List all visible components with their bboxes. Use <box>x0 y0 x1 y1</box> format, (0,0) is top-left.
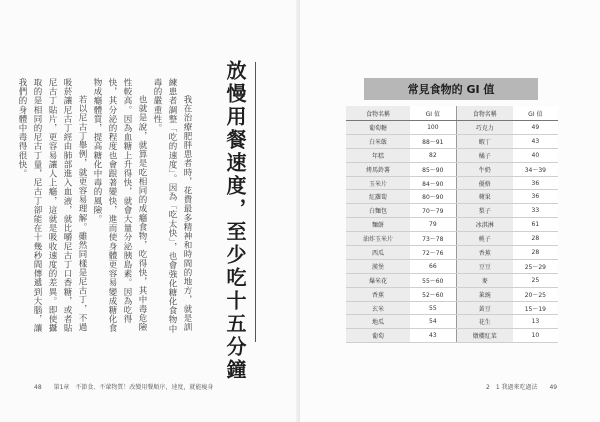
gi-value-cell: 55～60 <box>410 273 456 287</box>
food-name-cell: 橘子 <box>456 148 512 162</box>
food-name-cell: 萊豌 <box>456 287 512 301</box>
food-name-cell: 蘋果 <box>456 190 512 204</box>
gi-value-cell: 52～60 <box>410 287 456 301</box>
food-name-cell: 香蕉 <box>346 287 410 301</box>
gi-value-cell: 25～29 <box>513 259 558 273</box>
gi-value-cell: 82 <box>410 148 456 162</box>
food-name-cell: 桃子 <box>456 232 512 246</box>
table-row <box>346 273 558 287</box>
gi-value-cell: 43 <box>513 134 558 148</box>
food-name-cell: 白麵包 <box>346 204 410 218</box>
gi-value-cell: 66 <box>410 259 456 273</box>
gi-value-cell: 73～78 <box>410 232 456 246</box>
table-title: 常見食物的 GI 值 <box>364 78 538 100</box>
title-divider <box>255 62 256 342</box>
food-name-cell: 爆米花 <box>346 273 410 287</box>
food-name-cell: 地瓜 <box>346 315 410 329</box>
gi-value-cell: 54 <box>410 315 456 329</box>
paragraph-3: 若以尼古丁舉例，就更容易理解。雖然同樣是尼古丁，不過吸菸讓尼古丁經由肺部進入血液，就比嚼尼古丁口香糖，或者貼尼古丁貼片，更容易讓人上癮，這就是吸收速度的差異。即使攝取的是相同的尼古丁量，尼古丁卻能在十幾秒間傳遞到大腦，讓我們的身體中毒得很快。 <box>17 78 87 333</box>
table-row <box>346 259 558 273</box>
food-name-cell: 豆豆 <box>456 259 512 273</box>
gi-value-cell: 28 <box>513 246 558 260</box>
table-row <box>346 329 558 343</box>
food-name-cell: 牛奶 <box>456 162 512 176</box>
body-text <box>17 78 194 336</box>
food-name-cell: 烤馬鈴薯 <box>346 162 410 176</box>
food-name-cell: 白米飯 <box>346 134 410 148</box>
gi-value-cell: 36 <box>513 190 558 204</box>
right-footer <box>486 382 557 391</box>
table-row <box>346 232 558 246</box>
table-row <box>346 287 558 301</box>
table-row <box>346 246 558 260</box>
food-name-cell: 蝦丁 <box>456 134 512 148</box>
gi-value-cell: 10 <box>513 329 558 343</box>
food-name-cell: 年糕 <box>346 148 410 162</box>
food-name-cell: 葡萄 <box>346 329 410 343</box>
gi-value-cell: 100 <box>410 121 456 135</box>
table-row <box>346 121 558 135</box>
food-name-cell: 西瓜 <box>346 246 410 260</box>
food-name-cell: 油炸玉米片 <box>346 232 410 246</box>
table-row <box>346 148 558 162</box>
gi-value-cell: 40 <box>513 148 558 162</box>
gi-value-cell: 80～90 <box>410 190 456 204</box>
gi-value-cell: 70～79 <box>410 204 456 218</box>
food-name-cell: 花生 <box>456 315 512 329</box>
paragraph-1: 我在治療肥胖患者時，花費最多精神和時間的地方，就是訓練患者調整「吃的速度」。因為「吃太快」，也會強化糖化食物中毒的嚴重性。 <box>152 78 192 334</box>
table-row <box>346 134 558 148</box>
column-header: GI 值 <box>410 106 456 121</box>
gi-value-cell: 15～19 <box>513 301 558 315</box>
column-header: GI 值 <box>513 106 558 121</box>
table-header-row <box>346 106 558 121</box>
table-row <box>346 218 558 232</box>
food-name-cell: 麵餅 <box>346 218 410 232</box>
gi-value-cell: 72～76 <box>410 246 456 260</box>
table-row <box>346 301 558 315</box>
gi-value-cell: 79 <box>410 218 456 232</box>
gi-value-cell: 20～25 <box>513 287 558 301</box>
gi-value-cell: 43 <box>410 329 456 343</box>
gi-value-cell: 28 <box>513 232 558 246</box>
food-name-cell: 麥 <box>456 273 512 287</box>
food-name-cell: 冰淇淋 <box>456 218 512 232</box>
gi-value-cell: 25 <box>513 273 558 287</box>
paragraph-2: 也就是說，就算是吃相同的成癮食物，吃得快，其中毒危險性較高。因為血糖上升得快，就會大量分泌胰島素。因為吃得快，其分泌的程度也會跟著變快，進而使身體更容易變成糖化食物成癮體質，提高糖化中毒的風險。 <box>92 78 147 333</box>
food-name-cell: 紅蘿蔔 <box>346 190 410 204</box>
table-row <box>346 162 558 176</box>
gi-value-cell: 85～90 <box>410 162 456 176</box>
left-running-head: 第1章 不節食、不葷物質！改變用餐順序，速度，就能瘦身 <box>53 384 214 391</box>
food-name-cell: 燉櫻紅菜 <box>456 329 512 343</box>
table-row <box>346 315 558 329</box>
gi-table <box>346 106 558 343</box>
food-name-cell: 漢堡 <box>346 259 410 273</box>
gi-value-cell: 33 <box>513 204 558 218</box>
table-row <box>346 176 558 190</box>
gi-value-cell: 36 <box>513 176 558 190</box>
gi-value-cell: 61 <box>513 218 558 232</box>
column-header: 食物名稱 <box>346 106 410 121</box>
food-name-cell: 黃豆 <box>456 301 512 315</box>
food-name-cell: 梨子 <box>456 204 512 218</box>
column-header: 食物名稱 <box>456 106 512 121</box>
food-name-cell: 巧克力 <box>456 121 512 135</box>
table-row <box>346 190 558 204</box>
gi-value-cell: 34～39 <box>513 162 558 176</box>
right-running-head: 2 1 我過來吃過法 <box>486 384 538 391</box>
chapter-title: 放慢用餐速度，至少吃十五分鐘 <box>223 60 247 382</box>
gi-value-cell: 13 <box>513 315 558 329</box>
food-name-cell: 玉米片 <box>346 176 410 190</box>
table-row <box>346 204 558 218</box>
gi-value-cell: 88～91 <box>410 134 456 148</box>
left-page-number: 48 <box>34 384 42 391</box>
gi-value-cell: 84～90 <box>410 176 456 190</box>
food-name-cell: 葡萄糖 <box>346 121 410 135</box>
food-name-cell: 香蕉 <box>456 246 512 260</box>
right-page-number: 49 <box>549 384 558 391</box>
food-name-cell: 優格 <box>456 176 512 190</box>
left-footer <box>34 382 213 391</box>
food-name-cell: 玄米 <box>346 301 410 315</box>
gi-value-cell: 49 <box>513 121 558 135</box>
gi-value-cell: 55 <box>410 301 456 315</box>
